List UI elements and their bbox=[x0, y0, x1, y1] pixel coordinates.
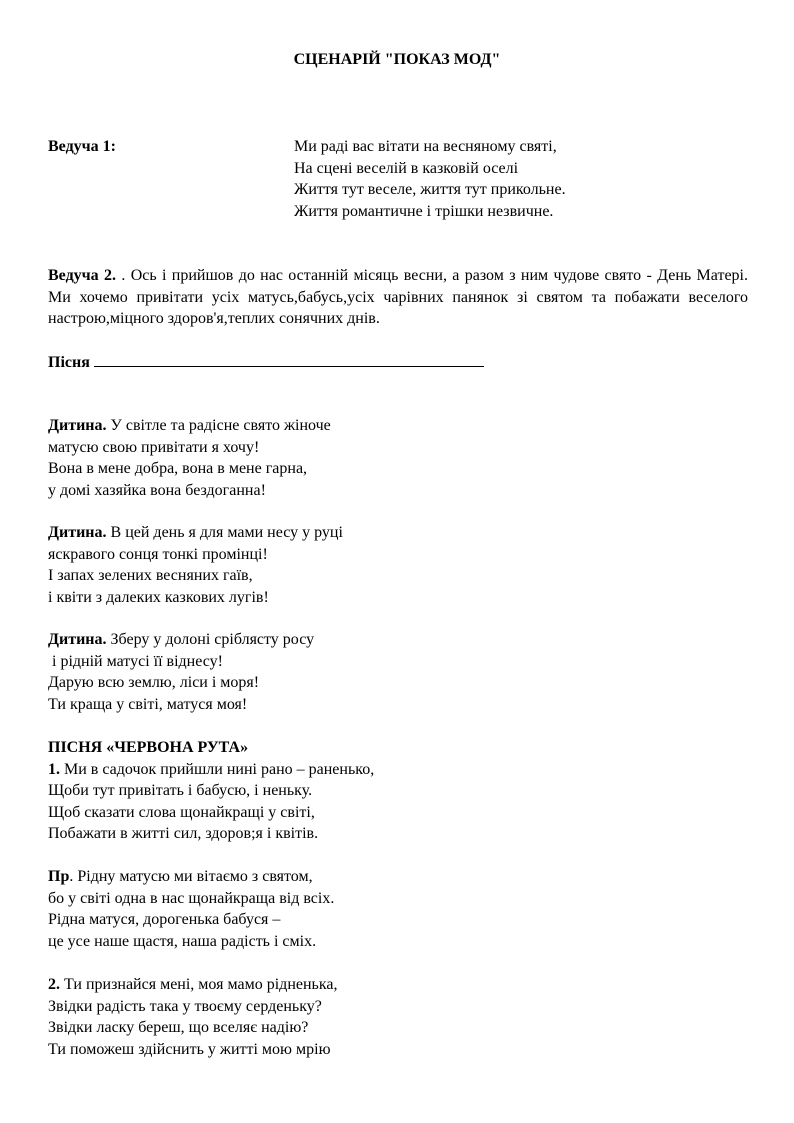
verse-line: В цей день я для мами несу у руці bbox=[106, 524, 343, 541]
verse-line: яскравого сонця тонкі промінці! bbox=[48, 545, 268, 563]
song2-heading: ПІСНЯ «ЧЕРВОНА РУТА» bbox=[48, 739, 249, 756]
verse-line: Життя тут веселе, життя тут прикольне. bbox=[294, 181, 566, 199]
verse-line: бо у світі одна в нас щонайкраща від всіх. bbox=[48, 889, 335, 907]
verse-line: Щоби тут привітать і бабусю, і неньку. bbox=[48, 782, 313, 800]
host2-text: . Ось і прийшов до нас останній місяць весни, а разом з ним чудове свято - День Матері. Ми хочемо привітати усіх матусь,бабусь,усіх чарівних панянок зі святом та побажати веселого настрою,міцного здоров'я,теплих сонячних днів. bbox=[48, 267, 749, 328]
verse-line: Ти краща у світі, матуся моя! bbox=[48, 695, 248, 713]
document-title: СЦЕНАРІЙ "ПОКАЗ МОД" bbox=[293, 51, 501, 68]
verse-line: Ти поможеш здійснить у житті мою мрію bbox=[48, 1040, 331, 1058]
verse-line: Зберу у долоні сріблясту росу bbox=[106, 631, 315, 648]
verse-line: На сцені веселій в казковій оселі bbox=[294, 159, 519, 177]
verse-number: 2. bbox=[48, 976, 60, 993]
verse-line: Ти признайся мені, моя мамо рідненька, bbox=[60, 976, 338, 993]
child-label: Дитина. bbox=[48, 524, 107, 541]
verse-line: Звідки радість така у твоєму серденьку? bbox=[48, 997, 322, 1015]
host2-label: Ведуча 2. bbox=[48, 267, 117, 284]
verse-line: і рідній матусі її віднесу! bbox=[48, 652, 223, 670]
chorus-label: Пр bbox=[48, 868, 70, 885]
verse-line: Ми раді вас вітати на весняному святі, bbox=[294, 138, 557, 155]
verse-line: у домі хазяйка вона бездоганна! bbox=[48, 481, 266, 499]
verse-line: Побажати в житті сил, здоров;я і квітів. bbox=[48, 825, 319, 843]
song2-verse-1 bbox=[48, 737, 748, 845]
song2-verse-2 bbox=[48, 974, 748, 1060]
verse-line: . Рідну матусю ми вітаємо з святом, bbox=[69, 868, 313, 885]
verse-line: матусю свою привітати я хочу! bbox=[48, 438, 260, 456]
verse-line: У світле та радісне свято жіноче bbox=[106, 417, 331, 434]
song-label: Пісня bbox=[48, 354, 90, 371]
verse-line: це усе наше щастя, наша радість і сміх. bbox=[48, 932, 317, 950]
verse-line: Вона в мене добра, вона в мене гарна, bbox=[48, 460, 308, 478]
verse-line: Життя романтичне і трішки незвичне. bbox=[294, 202, 554, 220]
verse-line: Дарую всю землю, ліси і моря! bbox=[48, 674, 260, 692]
child-verse-2 bbox=[48, 522, 748, 608]
verse-number: 1. bbox=[48, 760, 60, 778]
verse-line: і квіти з далеких казкових лугів! bbox=[48, 588, 269, 606]
host2-paragraph bbox=[48, 265, 748, 330]
verse-line: І запах зелених весняних гаїв, bbox=[48, 567, 253, 585]
verse-line: Щоб сказати слова щонайкращі у світі, bbox=[48, 803, 315, 821]
host1-verse bbox=[294, 136, 734, 222]
song2-chorus bbox=[48, 866, 748, 952]
child-label: Дитина. bbox=[48, 631, 107, 648]
song-placeholder bbox=[48, 350, 484, 374]
verse-line: Ми в садочок прийшли нині рано – раненько, bbox=[60, 760, 375, 778]
child-verse-1 bbox=[48, 415, 748, 501]
child-verse-3 bbox=[48, 629, 748, 715]
verse-line: Рідна матуся, дорогенька бабуся – bbox=[48, 911, 281, 929]
verse-line: Звідки ласку береш, що вселяє надію? bbox=[48, 1019, 309, 1037]
host1-label: Ведуча 1: bbox=[48, 138, 117, 155]
child-label: Дитина. bbox=[48, 417, 107, 434]
song-blank-line bbox=[94, 350, 484, 367]
